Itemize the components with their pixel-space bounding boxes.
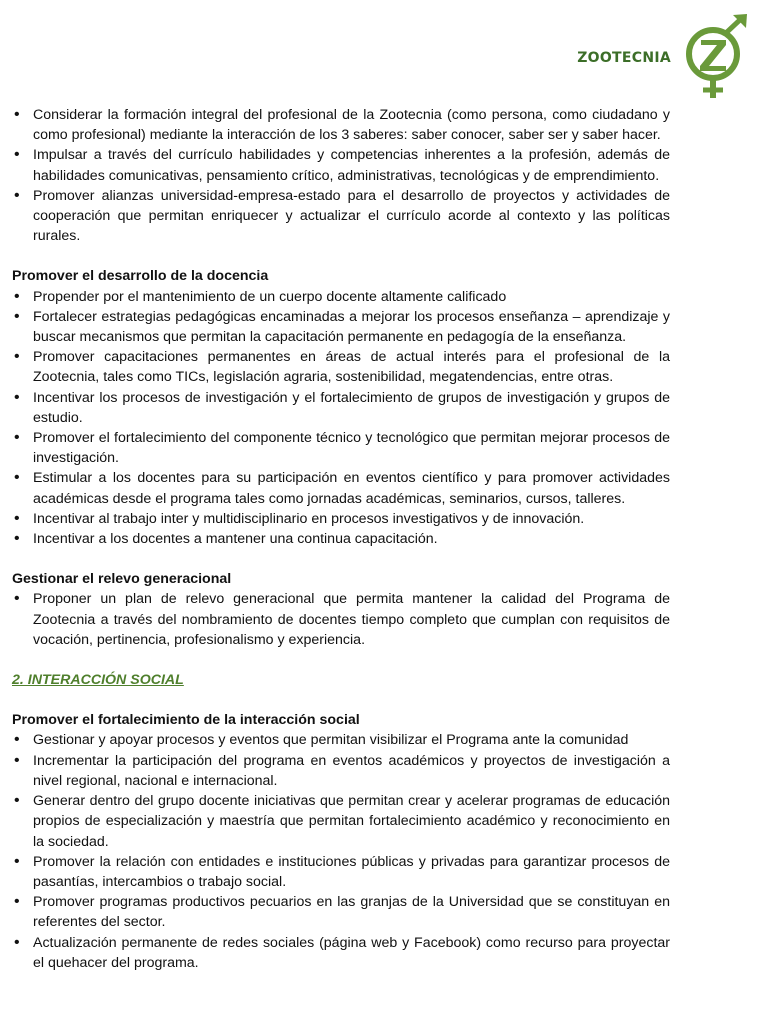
page-header bbox=[571, 14, 751, 100]
list-item: • Promover el fortalecimiento del componente técnico y tecnológico que permitan mejorar procesos de investigación. bbox=[12, 428, 670, 468]
list-item: • Promover la relación con entidades e instituciones públicas y privadas para garantizar procesos de pasantías, intercambios o trabajo social. bbox=[12, 852, 670, 892]
logo-text: ZOOTECNIA bbox=[577, 50, 671, 66]
teaching-section bbox=[12, 266, 670, 549]
list-item: • Impulsar a través del currículo habilidades y competencias inherentes a la profesión, además de habilidades comunicativas, pensamiento crítico, administrativas, tecnológicas y de emprendimiento. bbox=[12, 145, 670, 185]
list-item: • Promover programas productivos pecuarios en las granjas de la Universidad que se constituyan en referentes del sector. bbox=[12, 892, 670, 932]
list-item: • Generar dentro del grupo docente iniciativas que permitan crear y acelerar programas de educación propios de especialización y maestría que permitan fortalecimiento académico y reconocimiento en la sociedad. bbox=[12, 791, 670, 852]
list-item: • Propender por el mantenimiento de un cuerpo docente altamente calificado bbox=[12, 287, 670, 307]
generational-list bbox=[12, 589, 670, 650]
list-item: • Proponer un plan de relevo generacional que permita mantener la calidad del Programa de Zootecnia a través del nombramiento de docentes tiempo completo que cumplan con requisitos de vocación, pertinencia, profesionalismo y experiencia. bbox=[12, 589, 670, 650]
document-body bbox=[12, 105, 670, 973]
generational-section bbox=[12, 569, 670, 650]
teaching-list bbox=[12, 287, 670, 550]
zootecnia-logo-icon bbox=[681, 14, 751, 100]
list-item: • Actualización permanente de redes sociales (página web y Facebook) como recurso para proyectar el quehacer del programa. bbox=[12, 933, 670, 973]
list-item: • Gestionar y apoyar procesos y eventos que permitan visibilizar el Programa ante la comunidad bbox=[12, 730, 670, 750]
section-heading: Gestionar el relevo generacional bbox=[12, 571, 232, 588]
list-item: • Promover alianzas universidad-empresa-estado para el desarrollo de proyectos y actividades de cooperación que permitan enriquecer y actualizar el currículo acorde al contexto y las políticas rurales. bbox=[12, 186, 670, 247]
list-item: • Promover capacitaciones permanentes en áreas de actual interés para el profesional de la Zootecnia, tales como TICs, legislación agraria, sostenibilidad, megatendencias, entre otras. bbox=[12, 347, 670, 387]
list-item: • Incentivar los procesos de investigación y el fortalecimiento de grupos de investigación y grupos de estudio. bbox=[12, 388, 670, 428]
list-item: • Considerar la formación integral del profesional de la Zootecnia (como persona, como ciudadano y como profesional) mediante la interacción de los 3 saberes: saber conocer, saber ser y saber hacer. bbox=[12, 105, 670, 145]
list-item: • Incrementar la participación del programa en eventos académicos y proyectos de investigación a nivel regional, nacional e internacional. bbox=[12, 751, 670, 791]
section-heading: Promover el fortalecimiento de la interacción social bbox=[12, 712, 360, 729]
section-title-interaccion-social: 2. INTERACCIÓN SOCIAL bbox=[12, 672, 184, 689]
curriculum-section bbox=[12, 105, 670, 246]
list-item: • Incentivar al trabajo inter y multidisciplinario en procesos investigativos y de innovación. bbox=[12, 509, 670, 529]
curriculum-list bbox=[12, 105, 670, 246]
list-item: • Estimular a los docentes para su participación en eventos científico y para promover actividades académicas desde el programa tales como jornadas académicas, seminarios, cursos, talleres. bbox=[12, 468, 670, 508]
social-list bbox=[12, 730, 670, 972]
social-section bbox=[12, 710, 670, 973]
list-item: • Incentivar a los docentes a mantener una continua capacitación. bbox=[12, 529, 670, 549]
section-heading: Promover el desarrollo de la docencia bbox=[12, 268, 269, 285]
list-item: • Fortalecer estrategias pedagógicas encaminadas a mejorar los procesos enseñanza – aprendizaje y buscar mecanismos que permitan la capacitación permanente en pedagogía de la enseñanza. bbox=[12, 307, 670, 347]
